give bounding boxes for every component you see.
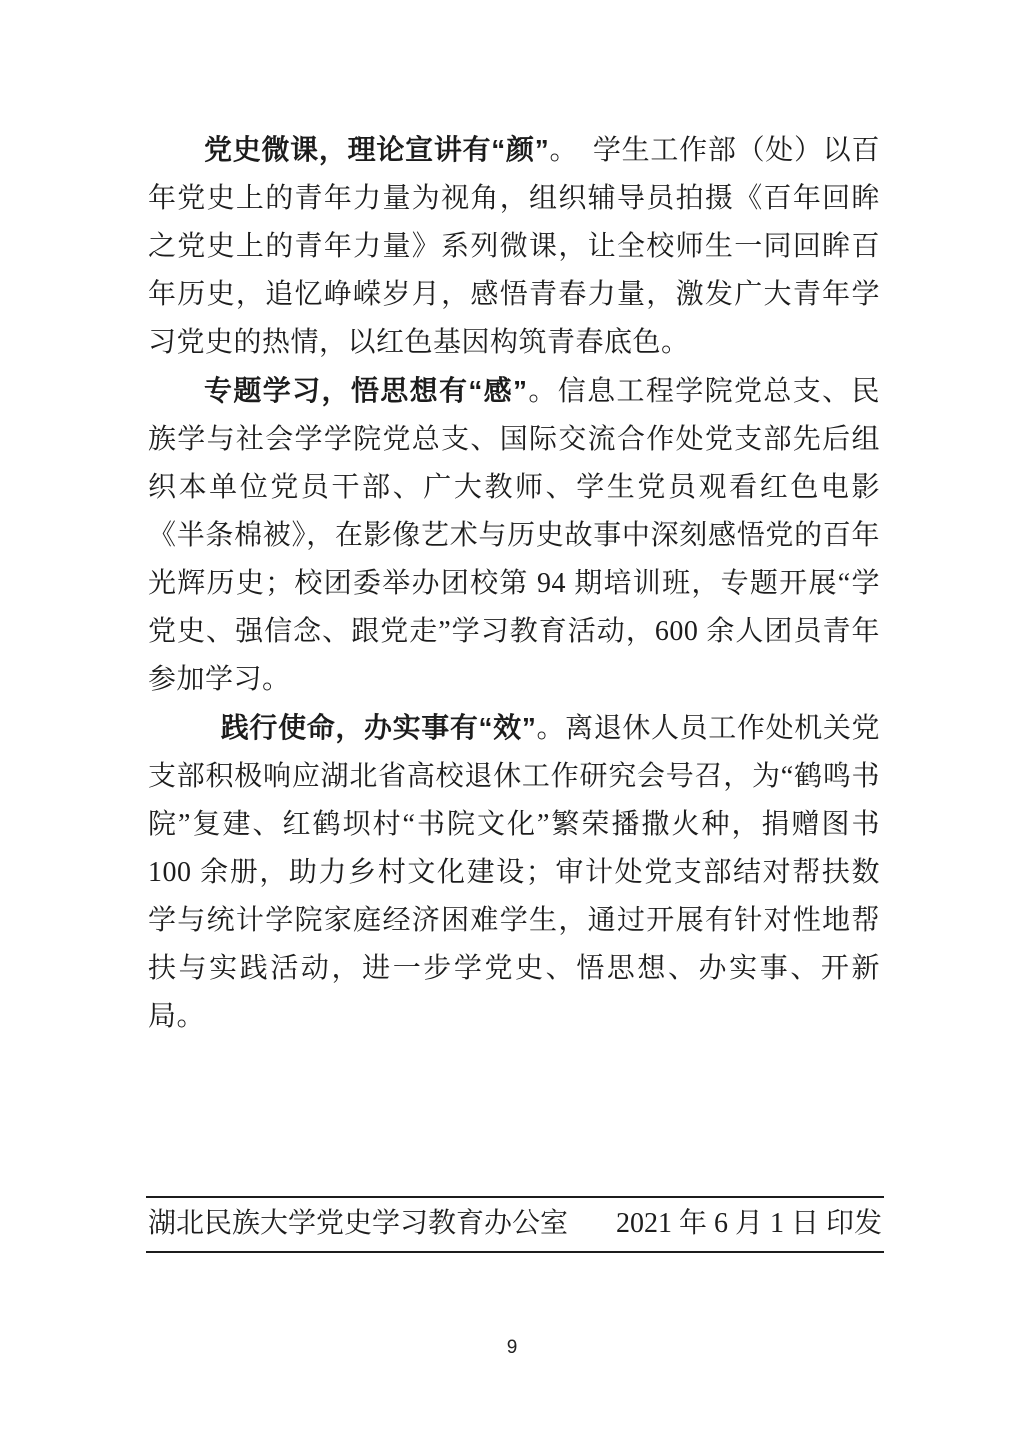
paragraph-lead-heading: 践行使命，办实事有“效” (220, 712, 537, 743)
paragraph-lead-heading: 党史微课，理论宣讲有“颜” (204, 134, 550, 165)
colophon-issuer: 湖北民族大学党史学习教育办公室 (148, 1208, 569, 1239)
colophon-bar (146, 1196, 884, 1253)
paragraph-body-text: 。 学生工作部（处）以百年党史上的青年力量为视角，组织辅导员拍摄《百年回眸之党史上的青年力量》系列微课，让全校师生一同回眸百年历史，追忆峥嵘岁月，感悟青春力量，激发广大青年学习党史的热情，以红色基因构筑青春底色。 (148, 135, 880, 358)
page-number: 9 (506, 1337, 518, 1358)
paragraph-jianxing-shiming (148, 704, 880, 1041)
document-content (148, 126, 880, 1041)
paragraph-lead-heading: 专题学习，悟思想有“感” (204, 375, 528, 406)
colophon-issue-date: 2021 年 6 月 1 日 印发 (615, 1208, 882, 1239)
paragraph-zhuanti-xuexi (148, 367, 880, 704)
paragraph-body-text: 。离退休人员工作处机关党支部积极响应湖北省高校退休工作研究会号召，为“鹤鸣书院”复建、红鹤坝村“书院文化”繁荣播撒火种，捐赠图书 100 余册，助力乡村文化建设；审计处党支部结对帮扶数学与统计学院家庭经济困难学生，通过开展有针对性地帮扶与实践活动，进一步学党史、悟思想、办实事、开新局。 (148, 713, 880, 1032)
paragraph-body-text: 。信息工程学院党总支、民族学与社会学学院党总支、国际交流合作处党支部先后组织本单位党员干部、广大教师、学生党员观看红色电影《半条棉被》，在影像艺术与历史故事中深刻感悟党的百年光辉历史；校团委举办团校第 94 期培训班，专题开展“学党史、强信念、跟党走”学习教育活动，600 余人团员青年参加学习。 (148, 376, 880, 695)
paragraph-dangshi-weike (148, 126, 880, 367)
